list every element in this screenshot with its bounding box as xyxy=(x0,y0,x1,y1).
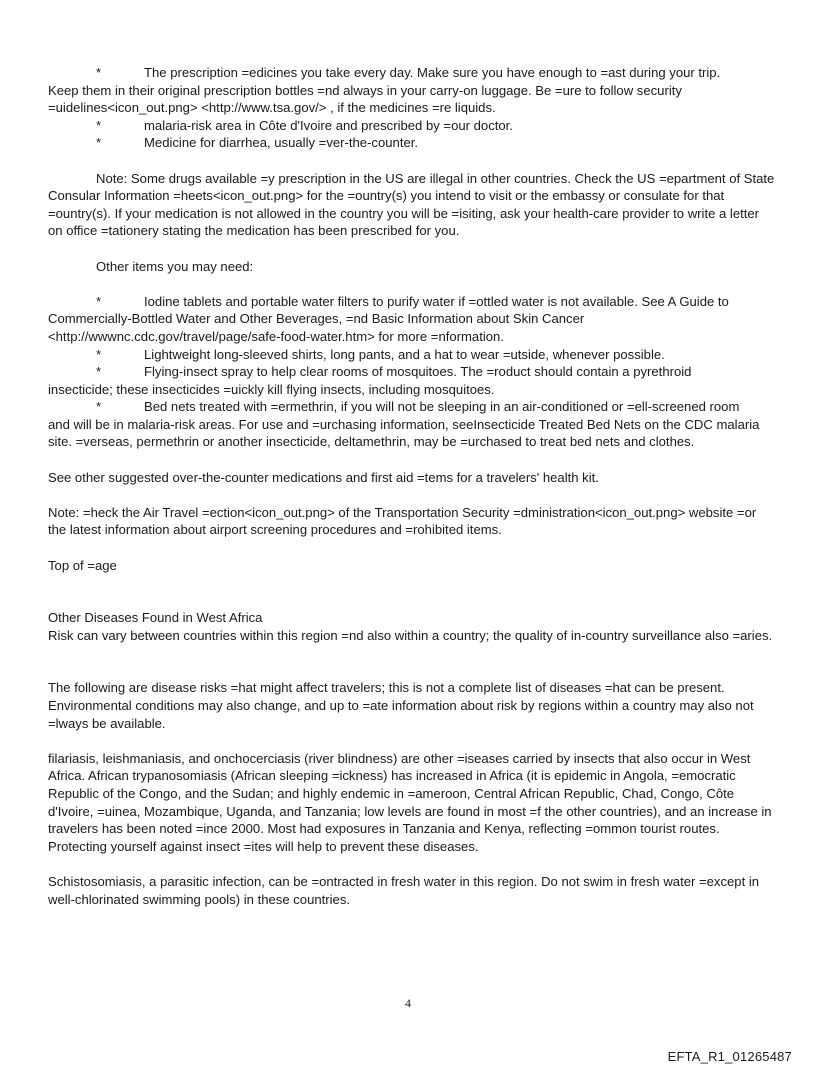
note-drugs-paragraph: Note: Some drugs available =y prescription in the US are illegal in other countries. Check the US =epartment of State Consular Information =heets<icon_out.png> for the =ountry(s) you intend to visit or the embassy or consulate for that =ountry(s). If your medication is not allowed in the country you will be =isiting, ask your health-care provider to write a letter on office =tationery stating the medication has been prescribed for you. xyxy=(48,170,775,239)
bullet-diarrhea xyxy=(48,134,776,152)
bullet-prescription xyxy=(48,64,776,82)
bullet-malaria xyxy=(48,117,776,135)
bullet-marker: * xyxy=(96,346,102,362)
bullet-text: malaria-risk area in Côte d'Ivoire and prescribed by =our doctor. xyxy=(144,117,513,133)
bullet-text: Bed nets treated with =ermethrin, if you will not be sleeping in an air-conditioned or =ell-screened room xyxy=(144,399,740,415)
item-insect-spray xyxy=(48,363,776,381)
item-bed-nets xyxy=(48,398,776,416)
bullet-text: Flying-insect spray to help clear rooms of mosquitoes. The =roduct should contain a pyrethroid xyxy=(144,364,692,380)
filariasis-paragraph: filariasis, leishmaniasis, and onchocerciasis (river blindness) are other =iseases carried by insects that also occur in West Africa. African trypanosomiasis (African sleeping =ickness) has increased in Africa (it is epidemic in Angola, =emocratic Republic of the Congo, and the Sudan; and highly endemic in =ameroon, Central African Republic, Chad, Congo, Côte d'Ivoire, =uinea, Mozambique, Uganda, and Tanzania; low levels are found in most =f the other countries), and an increase in travelers has been noted =ince 2000. Most had exposures in Tanzania and Kenya, reflecting =ommon tourist routes. Protecting yourself against insect =ites will help to prevent these diseases. xyxy=(48,750,772,854)
bullet-marker: * xyxy=(96,399,102,415)
top-of-page-link[interactable]: Top of =age xyxy=(48,557,117,573)
other-items-heading: Other items you may need: xyxy=(96,258,254,274)
bullet-text: Medicine for diarrhea, usually =ver-the-counter. xyxy=(144,135,419,151)
bullet-marker: * xyxy=(96,364,102,380)
bullet-text: The prescription =edicines you take every day. Make sure you have enough to =ast during your trip. xyxy=(144,65,721,80)
bullet-continuation: insecticide; these insecticides =uickly kill flying insects, including mosquitoes. xyxy=(48,381,495,397)
disease-risks-paragraph: The following are disease risks =hat might affect travelers; this is not a complete list of diseases =hat can be present. Environmental conditions may also change, and up to =ate information about risk by regions within a country may also not =lways be available. xyxy=(48,680,754,731)
see-other-paragraph: See other suggested over-the-counter medications and first aid =tems for a travelers' health kit. xyxy=(48,469,599,485)
section-intro: Risk can vary between countries within this region =nd also within a country; the quality of in-country surveillance also =aries. xyxy=(48,627,773,643)
document-body xyxy=(48,64,776,908)
item-clothing xyxy=(48,346,776,364)
bullet-continuation: Commercially-Bottled Water and Other Beverages, =nd Basic Information about Skin Cancer <http://wwwnc.cdc.gov/travel/page/safe-food-water.htm> for more =nformation. xyxy=(48,311,585,344)
bullet-continuation: and will be in malaria-risk areas. For use and =urchasing information, seeInsecticide Treated Bed Nets on the CDC malaria site. =verseas, permethrin or another insecticide, deltamethrin, may be =urchased to treat bed nets and clothes. xyxy=(48,416,760,450)
item-iodine xyxy=(48,293,776,311)
bullet-marker: * xyxy=(96,135,102,151)
bullet-marker: * xyxy=(96,117,102,133)
note-air-travel-paragraph: Note: =heck the Air Travel =ection<icon_out.png> of the Transportation Security =dministration<icon_out.png> website =or the latest information about airport screening procedures and =rohibited items. xyxy=(48,504,757,538)
bullet-marker: * xyxy=(96,65,102,80)
page-number: 4 xyxy=(405,996,411,1010)
bullet-text: Iodine tablets and portable water filters to purify water if =ottled water is not available. See A Guide to xyxy=(144,293,729,309)
bullet-continuation: Keep them in their original prescription bottles =nd always in your carry-on luggage. Be =ure to follow security =uidelines<icon_out.png> <http://www.tsa.gov/> , if the medicines =re liquids. xyxy=(48,82,682,116)
section-title: Other Diseases Found in West Africa xyxy=(48,610,263,626)
schistosomiasis-paragraph: Schistosomiasis, a parasitic infection, can be =ontracted in fresh water in this region. Do not swim in fresh water =except in well-chlorinated swimming pools) in these countries. xyxy=(48,873,760,907)
bullet-marker: * xyxy=(96,293,102,309)
document-id: EFTA_R1_01265487 xyxy=(667,1049,792,1064)
bullet-text: Lightweight long-sleeved shirts, long pants, and a hat to wear =utside, whenever possible. xyxy=(144,346,665,362)
